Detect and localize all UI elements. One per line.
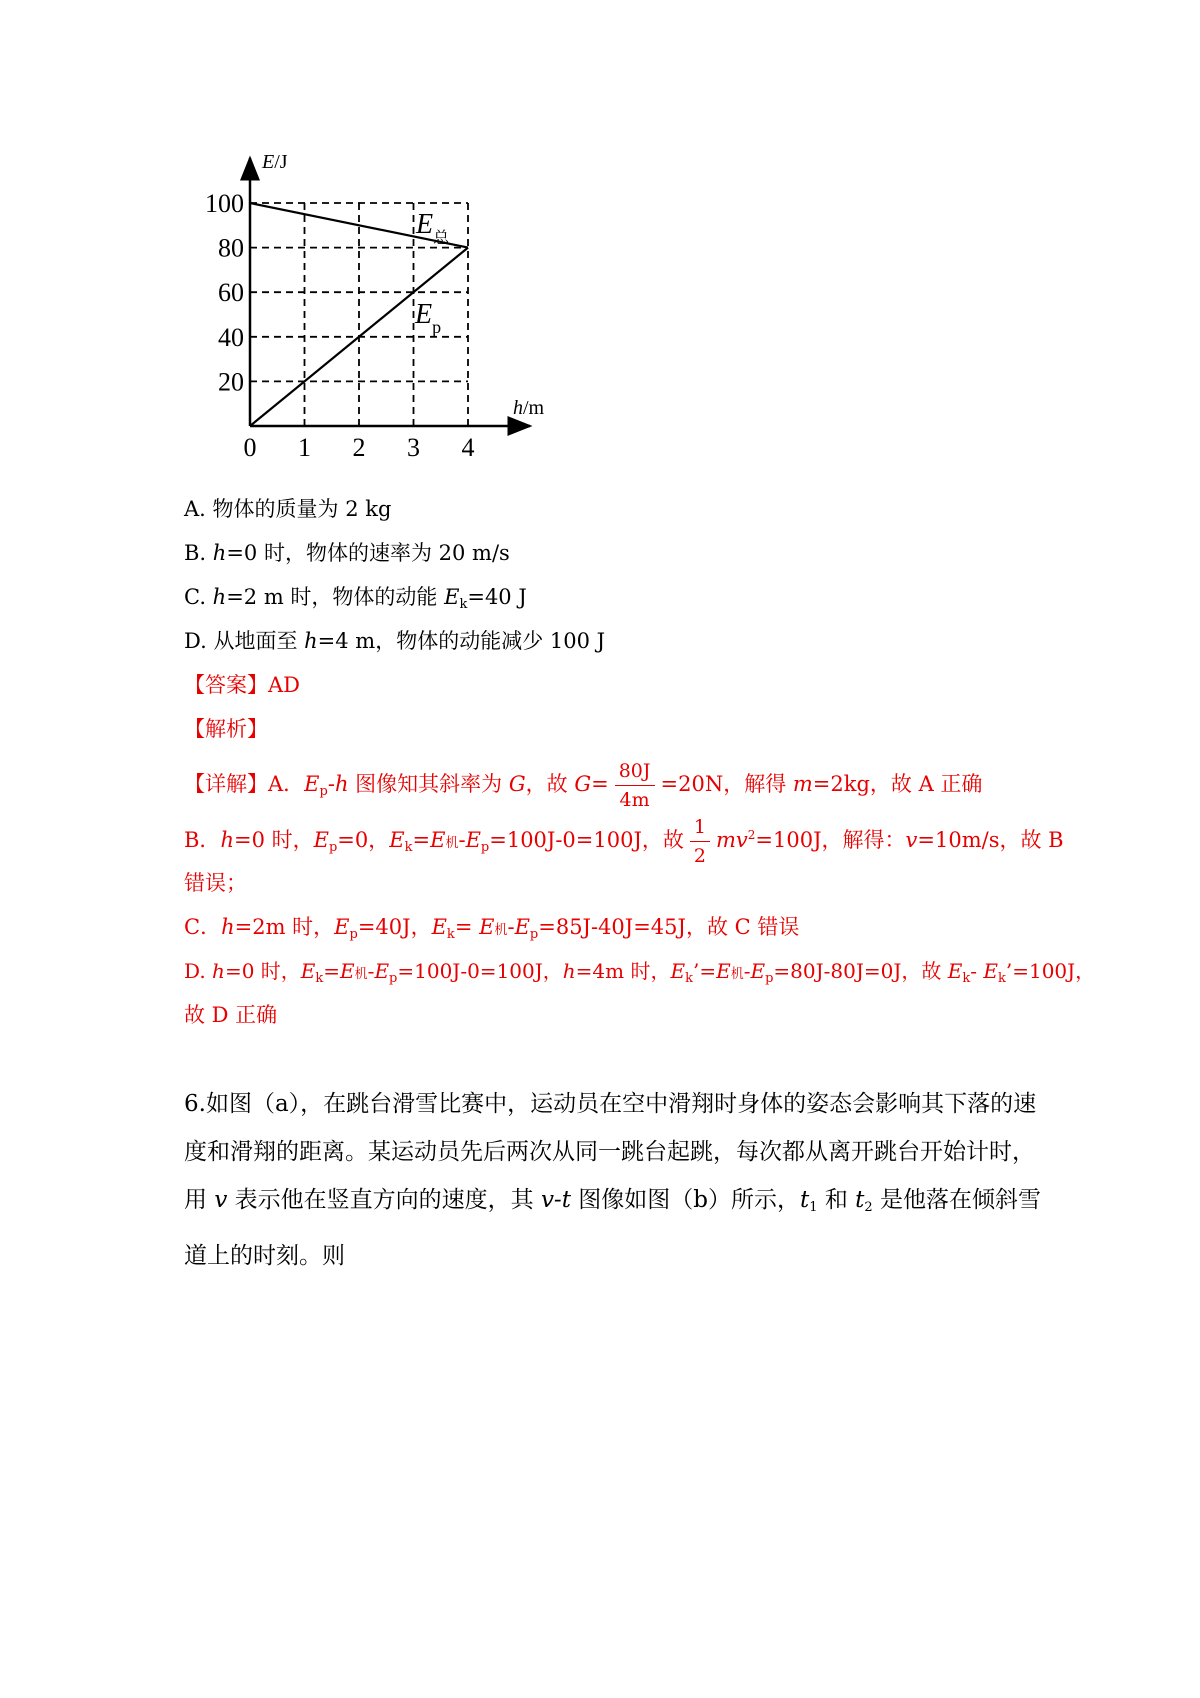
x-tick-label: 3 bbox=[407, 433, 420, 462]
y-tick-label: 20 bbox=[218, 367, 244, 397]
option-c: C. h=2 m 时，物体的动能 $E_k=40$ J bbox=[184, 585, 527, 612]
answer: 【答案】AD bbox=[184, 673, 301, 697]
detail-d-cont: 故 D 正确 bbox=[184, 1003, 278, 1027]
energy-height-chart bbox=[190, 150, 610, 505]
detail-b: B．h=0 时，$E_p=0$，$E_k=E$机$-E_p=100J-0=100J$，故 $\frac{1}{2}$ $mv^2=100J$，解得：v=10m/s，故 B bbox=[184, 816, 1064, 867]
series-label-ep: $E_p$ bbox=[415, 299, 442, 337]
y-tick-label: 60 bbox=[218, 278, 244, 308]
x-axis-label: h/m bbox=[513, 397, 545, 419]
x-tick-label: 4 bbox=[461, 433, 475, 462]
option-d: D. 从地面至 h=4 m，物体的动能减少 100 J bbox=[184, 629, 606, 653]
question-6: 6.如图（a），在跳台滑雪比赛中，运动员在空中滑翔时身体的姿态会影响其下落的速度和滑翔的距离。某运动员先后两次从同一跳台起跳，每次都从离开跳台开始计时，用 v 表示他在竖直方向的速度，其 v-t 图像如图（b）所示，$t_1$ 和 $t_2$ 是他落在倾斜雪道上的时刻。则 bbox=[184, 1091, 1041, 1269]
detail-b-cont: 错误； bbox=[184, 871, 247, 895]
detail-d: D. h=0 时，$E_k=E$机$-E_p=100J-0=100J$，h=4m 时，$E_k’=E$机$-E_p=80J-80J=0J$，故 $E_k-$ $E_k’=100J$， bbox=[184, 959, 1096, 986]
x-tick-label: 2 bbox=[352, 433, 366, 462]
y-tick-label: 100 bbox=[205, 189, 244, 218]
series-label-total: $E_总$ bbox=[416, 209, 450, 247]
analysis-label: 【解析】 bbox=[184, 717, 268, 741]
x-tick-label: 1 bbox=[298, 433, 311, 462]
option-b: B. h=0 时，物体的速率为 20 m/s bbox=[184, 541, 510, 565]
option-a: A. 物体的质量为 2 kg bbox=[184, 497, 392, 521]
x-tick-label: 0 bbox=[243, 433, 257, 462]
fraction-80j-4m: $\frac{80J}{4m}$ bbox=[615, 760, 655, 811]
fraction-one-half: $\frac{1}{2}$ bbox=[690, 816, 710, 867]
y-tick-label: 40 bbox=[218, 322, 244, 352]
detail-c: C．h=2m 时，$E_p=40J$，$E_k= E$机$-E_p=85J-40J=45J$，故 C 错误 bbox=[184, 915, 800, 942]
detail-a: 【详解】A．$E_p-h$ 图像知其斜率为 G，故 G= $\frac{80J}{4m}$ =20N，解得 m=2kg，故 A 正确 bbox=[184, 760, 983, 811]
y-axis-label: E/J bbox=[262, 151, 288, 173]
y-tick-label: 80 bbox=[218, 233, 244, 263]
